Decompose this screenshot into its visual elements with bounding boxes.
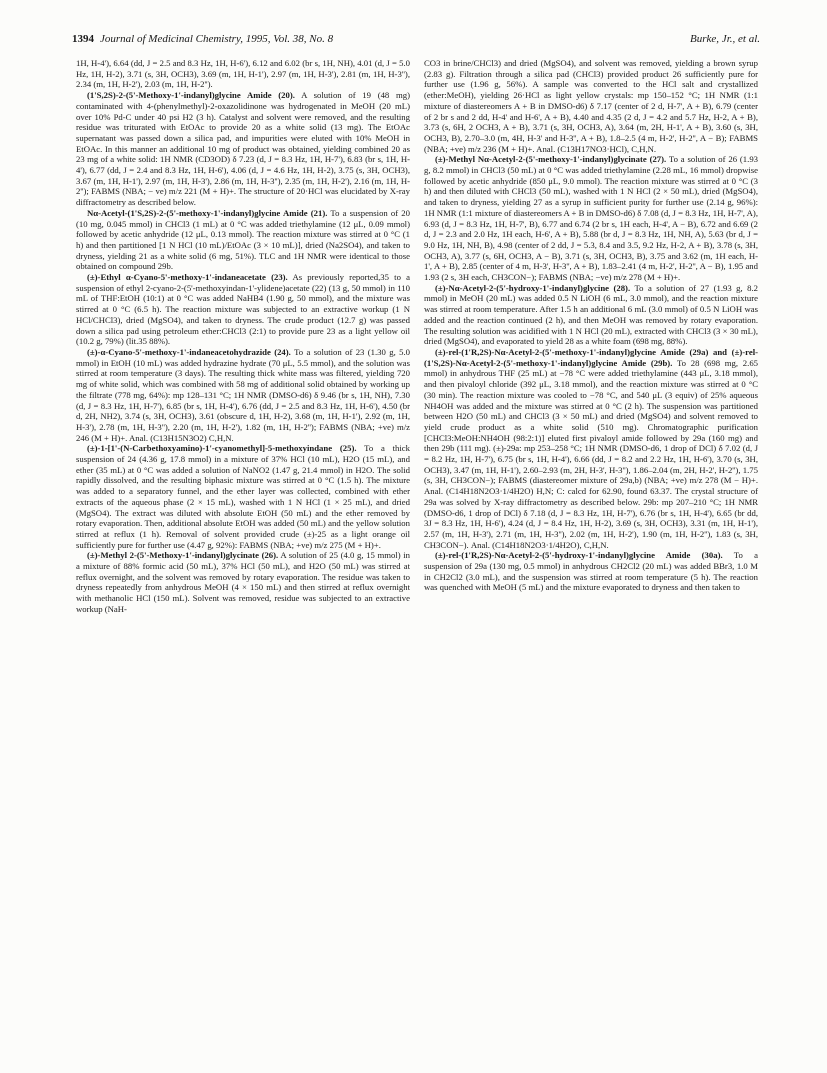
compound-heading: (±)-Methyl 2-(5'-Methoxy-1'-indanyl)glycinate (26). <box>87 550 279 561</box>
page-header <box>72 33 760 49</box>
paragraph <box>424 58 758 154</box>
paragraph-body: To 28 (698 mg, 2.65 mmol) in anhydrous THF (25 mL) at −78 °C were added triethylamine (443 μL, 3.18 mmol), and then pivaloyl chloride (392 μL, 3.18 mmol), and the reaction mixture was stirred at 0 °C (30 min). The reaction mixture was cooled to −78 °C, and 540 μL (3 equiv) of 25% aqueous NH4OH was added and the mixture was stirred at 0 °C (2 h). The suspension was partitioned between H2O (50 mL) and CHCl3 (3 × 50 mL) and dried (MgSO4) and solvent removed to yield crude product as a white solid (510 mg). Chromatographic purification [CHCl3:MeOH:NH4OH (98:2:1)] eluted first pivaloyl amide followed by 29a (160 mg) and then 29b (111 mg). (±)-29a: mp 253–258 °C; 1H NMR (DMSO-d6, 1 drop of DCl) δ 7.02 (d, J = 8.2 Hz, 1H, H-7'), 6.75 (br s, 1H, H-4'), 6.66 (dd, J = 8.2 and 2.2 Hz, 1H, H-6'), 3.70 (s, 3H, OCH3), 3.47 (m, 1H, H-1'), 2.60–2.93 (m, 2H, H-3', H-3''), 1.86–2.04 (m, 2H, H-2', H-2''), 1.75 (s, 3H, CH3CON−); FABMS (diastereomer mixture of 29a,b) (NBA; +ve) m/z 278 (M − H)+. Anal. (C14H18N2O3·1/4H2O) H,N; C: calcd for 62.90, found 63.37. The crystal structure of 29a was solved by X-ray diffractometry as described below. 29b: mp 207–210 °C; 1H NMR (DMSO-d6, 1 drop of DCl) δ 7.18 (d, J = 8.3 Hz, 1H, H-7'), 6.76 (br s, 1H, H-4'), 6.65 (br dd, 3J = 8.3 Hz, 1H, H-6'), 4.24 (d, J = 8.4 Hz, 1H, H-2), 3.69 (s, 3H, OCH3), 3.31 (m, 1H, H-1'), 2.57 (m, 1H, H-3'), 2.71 (m, 1H, H-3''), 2.02 (m, 1H, H-2'), 1.90 (m, 1H, H-2''), 1.83 (s, 3H, CH3CON−). Anal. (C14H18N2O3·1/4H2O), C,H,N. <box>424 357 759 550</box>
paragraph-body: A solution of 19 (48 mg) contaminated with 4-(phenylmethyl)-2-oxazolidinone was hydrogenated in MeOH (20 mL) over 10% Pd-C under 40 psi H2 (3 h). Catalyst and solvent were removed, and the resulting residue was triturated with EtOAc to provide 20 as a white solid (13 mg). The EtOAc supernatant was passed down a silica pad, and impurities were eluted with 10% MeOH in EtOAc. In this manner an additional 10 mg of product was obtained, yielding combined 20 as 23 mg of a white solid: 1H NMR (CD3OD) δ 7.23 (d, J = 8.3 Hz, 1H, H-7'), 6.83 (br s, 1H, H-4'), 6.77 (dd, J = 2.4 and 8.3 Hz, 1H, H-6'), 4.06 (d, J = 4.6 Hz, 1H, H-2), 3.75 (s, 3H, OCH3), 3.67 (m, 1H, H-1'), 2.97 (m, 1H, H-3'), 2.86 (m, 1H, H-3''), 2.35 (m, 1H, H-2'), 2.16 (m, 1H, H-2''); FABMS (NBA; − ve) m/z 221 (M + H)+. The structure of 20·HCl was elucidated by X-ray diffractometry as described below. <box>76 90 410 208</box>
compound-heading: (±)-rel-(1'R,2S)-Nα-Acetyl-2-(5'-methoxy-1'-indanyl)glycine Amide (29a) and (±)-rel-(1'S,2S)-Nα-Acetyl-2-(5'-methoxy-1'-indanyl)glycine Amide (29b). <box>424 346 758 368</box>
paragraph <box>76 272 410 347</box>
running-authors: Burke, Jr., et al. <box>690 33 760 45</box>
paragraph-body: To a solution of 27 (1.93 g, 8.2 mmol) in MeOH (20 mL) was added 0.5 N LiOH (6 mL, 3.0 mmol), and the reaction mixture was stirred at room temperature. After 1.5 h an additional 6 mL (3.0 mmol) of 0.5 N LiOH was added and the reaction continued (2 h), and then MeOH was removed by rotary evaporation. The resulting solution was acidified with 1 N HCl (20 mL), extracted with CHCl3 (3 × 30 mL), dried (MgSO4), and evaporated to yield 28 as a white foam (698 mg, 88%). <box>424 282 758 347</box>
paragraph-body: To a thick suspension of 24 (4.36 g, 17.8 mmol) in a mixture of 37% HCl (10 mL), H2O (15 mL), and ether (35 mL) at 0 °C was added a solution of NaNO2 (1.47 g, 21.4 mmol) in H2O. The solid rapidly dissolved, and the resulting biphasic mixture was stirred at 0 °C (1.5 h). The mixture was added to a separatory funnel, and the ether layer was collected, combined with ether extracts of the aqueous phase (2 × 15 mL), washed with 1 N HCl (1 × 25 mL), and dried (MgSO4). The extract was diluted with absolute EtOH (50 mL) and the ether removed by rotary evaporation. Then, additional absolute EtOH was added (50 mL) and the yellow solution stirred at reflux (1 h). Removal of solvent provided crude (±)-25 as a light orange oil sufficiently pure for further use (4.47 g, 92%): FABMS (NBA; +ve) m/z 275 (M + H)+. <box>76 443 410 550</box>
paragraph <box>76 347 410 443</box>
running-head <box>72 33 333 45</box>
compound-heading: (±)-rel-(1'R,2S)-Nα-Acetyl-2-(5'-hydroxy-1'-indanyl)glycine Amide (30a). <box>435 550 723 561</box>
compound-heading: Nα-Acetyl-(1'S,2S)-2-(5'-methoxy-1'-indanyl)glycine Amide (21). <box>87 207 328 218</box>
paragraph <box>424 550 758 593</box>
paragraph-body: To a solution of 26 (1.93 g, 8.2 mmol) in CHCl3 (50 mL) at 0 °C was added triethylamine (2.28 mL, 16 mmol) dropwise followed by acetic anhydride (850 μL, 9.0 mmol). The reaction mixture was stirred at 0 °C (3 h) and then diluted with CHCl3 (50 mL), washed with 1 N HCl (2 × 50 mL), dried (MgSO4), and taken to dryness, yielding 27 as a syrup in sufficient purity for further use (2.14 g, 96%): 1H NMR (1:1 mixture of diastereomers A + B in DMSO-d6) δ 7.08 (d, J = 8.3 Hz, 1H, H-7', A), 6.93 (d, J = 8.3 Hz, 1H, H-7', B), 6.77 and 6.74 (2 br s, 1H each, H-4', A − B), 6.72 and 6.69 (2 d, J = 2.3 and 2.0 Hz, 1H each, H-6', A + B), 5.88 (br d, J = 8.3 Hz, 1H, NH, A), 5.63 (br d, J = 9.0 Hz, 1H, NH, B), 4.98 (center of 2 dd, J = 5.3, 8.4 and 3.5, 9.2 Hz, H-2, A + B), 3.78 (s, 3H, OCH3, A), 3.77 (s, 6H, OCH3, A − B), 3.71 (s, 3H, OCH3, B), 3.75 and 3.62 (m, 1H each, H-1', A + B), 2.85 (center of 4 m, H-3', H-3'', A + B), 1.83–2.41 (4 m, H-2', H-2'', A − B), 1.95 and 1.93 (2 s, 3H each, CH3CON−); FABMS (NBA; −ve) m/z 278 (M + H)+. <box>424 154 759 283</box>
paragraph <box>76 58 410 90</box>
compound-heading: (±)-1-[1'-(N-Carbethoxyamino)-1'-cyanomethyl]-5-methoxyindane (25). <box>87 443 357 454</box>
compound-heading: (±)-Methyl Nα-Acetyl-2-(5'-methoxy-1'-indanyl)glycinate (27). <box>435 154 667 165</box>
paragraph <box>76 90 410 208</box>
paragraph <box>76 208 410 272</box>
paragraph-body: To a suspension of 29a (130 mg, 0.5 mmol) in anhydrous CH2Cl2 (20 mL) was added BBr3, 1.0 M in CH2Cl2 (3.0 mL), and the suspension was stirred at room temperature (5 h). The reaction was quenched with MeOH (5 mL) and the mixture evaporated to dryness and then taken to <box>424 550 758 593</box>
paragraph-body: To a solution of 23 (1.30 g, 5.0 mmol) in EtOH (10 mL) was added hydrazine hydrate (70 μL, 5.5 mmol), and the solution was stirred at room temperature (3 days). The resulting thick white mass was filtered, yielding 720 mg of white solid, which was combined with 58 mg of additional solid obtained by working up the filtrate (778 mg, 64%): mp 128–131 °C; 1H NMR (DMSO-d6) δ 9.46 (br s, 1H, NH), 7.30 (d, J = 8.3 Hz, 1H, H-7'), 6.85 (br s, 1H, H-4'), 6.76 (dd, J = 2.5 and 8.3 Hz, 1H, H-6'), 4.50 (br d, 2H, NH2), 3.74 (s, 3H, OCH3), 3.61 (obscure d, 1H, H-2), 3.68 (m, 1H, H-1'), 2.92 (m, 1H, H-3'), 2.78 (m, 1H, H-3''), 2.20 (m, 1H, H-2'), 1.82 (m, 1H, H-2''); FABMS (NBA; +ve) m/z 246 (M + H)+. Anal. (C13H15N3O2) C,H,N. <box>76 346 410 443</box>
paragraph <box>424 283 758 347</box>
journal-citation: Journal of Medicinal Chemistry, 1995, Vol. 38, No. 8 <box>100 33 334 45</box>
paragraph-body: To a suspension of 20 (10 mg, 0.045 mmol) in CHCl3 (1 mL) at 0 °C was added triethylamine (12 μL, 0.09 mmol) followed by acetic anhydride (12 μL, 0.13 mmol). The reaction mixture was stirred at 0 °C (1 h) and then partitioned [1 N HCl (10 mL)/EtOAc (3 × 10 mL)], dried (Na2SO4), and taken to dryness, yielding 21 as a white solid (6 mg, 51%). TLC and 1H NMR were identical to those obtained on compound 29b. <box>76 207 410 272</box>
compound-heading: (±)-Ethyl α-Cyano-5'-methoxy-1'-indaneacetate (23). <box>87 272 288 283</box>
right-column <box>424 58 758 593</box>
paragraph-body: CO3 in brine/CHCl3) and dried (MgSO4), and solvent was removed, yielding a brown syrup (2.83 g). Filtration through a silica pad (CHCl3) provided product 26 sufficiently pure for further use (1.96 g, 56%). A sample was converted to the HCl salt and crystallized (ether:MeOH), yielding 26·HCl as light yellow crystals: mp 150–152 °C; 1H NMR (1:1 mixture of diastereomers A + B in DMSO-d6) δ 7.17 (center of 2 d, H-7', A + B), 6.79 (center of 2 br s and 2 dd, H-4' and H-6', A + B), 4.40 and 4.35 (2 d, J = 4.2 and 5.7 Hz, H-2, A + B), 3.73 (s, 6H, 2 OCH3, A + B), 3.71 (s, 3H, OCH3, A), 3.64 (m, 2H, H-1', A + B), 3.60 (s, 3H, OCH3, B), 2.70–3.0 (m, 4H, H-3' and H-3'', A + B), 1.8–2.5 (4 m, H-2', H-2'', A − B); FABMS (NBA; +ve) m/z 236 (M + H)+. Anal. (C13H17NO3·HCl), C,H,N. <box>424 58 758 154</box>
compound-heading: (1'S,2S)-2-(5'-Methoxy-1'-indanyl)glycine Amide (20). <box>87 90 295 101</box>
compound-heading: (±)-α-Cyano-5'-methoxy-1'-indaneacetohydrazide (24). <box>87 346 291 357</box>
page-number: 1394 <box>72 33 94 45</box>
left-column <box>76 58 410 615</box>
paragraph-body: As previously reported,35 to a suspension of ethyl 2-cyano-2-(5'-methoxyindan-1'-ylidene)acetate (22) (13 g, 50 mmol) in 110 mL of THF:EtOH (10:1) at 0 °C was added NaHB4 (1.90 g, 50 mmol), and the mixture was stirred at 0 °C (6.5 h). The reaction mixture was subjected to an extractive workup (1 N HCl/CHCl3), dried (MgSO4), and taken to dryness. The crude product (12.7 g) was passed down a silica pad using petroleum ether:CHCl3 (2:1) to provide pure 23 as a light yellow oil (10.2 g, 79%) (lit.35 88%). <box>76 272 410 347</box>
paragraph-body: A solution of 25 (4.0 g, 15 mmol) in a mixture of 88% formic acid (50 mL), 37% HCl (50 mL), and H2O (50 mL) was stirred at reflux overnight, and the solvent was removed by rotary evaporation. The residue was taken to dryness repeatedly from anhydrous MeOH (4 × 150 mL) and then stirred at reflux overnight with methanolic HCl (150 mL). Solvent was removed, residue was subjected to an extractive workup (NaH- <box>76 550 410 614</box>
paragraph-body: 1H, H-4'), 6.64 (dd, J = 2.5 and 8.3 Hz, 1H, H-6'), 6.12 and 6.02 (br s, 1H, NH), 4.01 (d, J = 5.0 Hz, 1H, H-2), 3.71 (s, 3H, OCH3), 3.69 (m, 1H, H-1'), 2.97 (m, 1H, H-3'), 2.81 (m, 1H, H-3''), 2.34 (m, 1H, H-2'), 2.03 (m, 1H, H-2''). <box>76 58 410 90</box>
paragraph <box>76 550 410 614</box>
paragraph <box>424 347 758 550</box>
compound-heading: (±)-Nα-Acetyl-2-(5'-hydroxy-1'-indanyl)glycine (28). <box>435 282 631 293</box>
paragraph <box>424 154 758 282</box>
paragraph <box>76 443 410 550</box>
